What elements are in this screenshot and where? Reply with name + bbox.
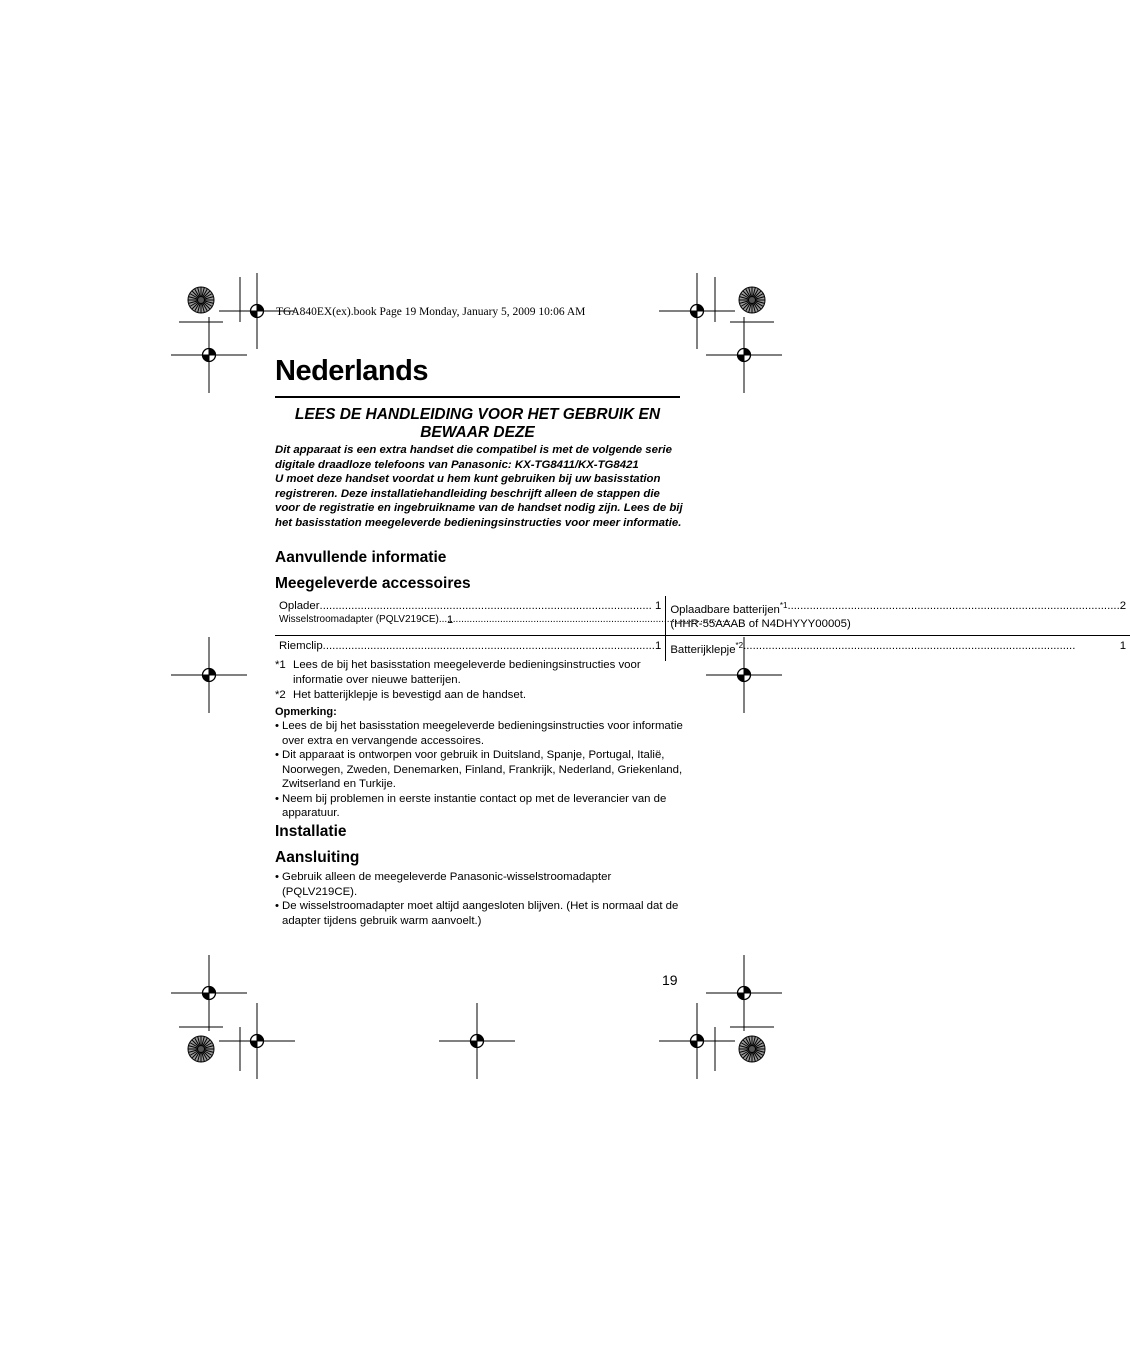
accessory-rechargeable-batteries [670, 599, 1126, 617]
accessories-table [275, 596, 1130, 661]
accessory-battery-model: (HHR-55AAAB of N4DHYYY00005) [670, 617, 851, 630]
list-item: • Dit apparaat is ontworpen voor gebruik in Duitsland, Spanje, Portugal, Italië, Noorwegen, Zweden, Denemarken, Finland, Frankrijk, Nederland, Griekenland, Zwitserland en Turkije. [275, 748, 685, 792]
list-item: • Gebruik alleen de meegeleverde Panasonic-wisselstroomadapter (PQLV219CE). [275, 870, 685, 899]
accessory-name: Oplader [279, 600, 320, 612]
accessory-battery-cover [670, 639, 1126, 657]
footnote-2 [275, 688, 685, 703]
table-cell [666, 635, 1130, 660]
color-target-center [198, 297, 204, 303]
accessory-quantity: 1 [654, 639, 662, 652]
accessory-quantity: 1 [654, 600, 662, 612]
accessory-name-text: Batterijklepje [670, 643, 736, 656]
footnote-text: Het batterijklepje is bevestigd aan de handset. [293, 689, 527, 701]
remark-heading: Opmerking: [275, 705, 337, 718]
table-cell [666, 596, 1130, 635]
dot-leader [323, 639, 655, 653]
list-item: • Neem bij problemen in eerste instantie contact op met de leverancier van de apparatuur. [275, 792, 685, 821]
accessory-name-text: Oplaadbare batterijen [670, 603, 780, 616]
accessory-name: Wisselstroomadapter (PQLV219CE) [279, 614, 439, 625]
list-item: • De wisselstroomadapter moet altijd aangesloten blijven. (Het is normaal dat de adapter tijdens gebruik warm aanvoelt.) [275, 899, 685, 928]
color-target-center [749, 1046, 755, 1052]
footnote-marker: *2 [275, 689, 286, 701]
accessory-charger [279, 599, 661, 613]
accessory-quantity: 1 [446, 614, 454, 626]
dot-leader [439, 613, 447, 627]
intro-text [275, 443, 683, 530]
color-target-center [749, 297, 755, 303]
remark-list [275, 719, 685, 821]
notes-block [275, 658, 685, 821]
accessory-quantity: 2 [1119, 600, 1127, 612]
page-title: Nederlands [275, 355, 680, 398]
page-number: 19 [662, 972, 678, 988]
dot-leader [743, 639, 1120, 657]
dot-leader [787, 599, 1119, 617]
footnote-ref: *1 [779, 601, 788, 610]
document-heading-line-1: LEES DE HANDLEIDING VOOR HET GEBRUIK EN [294, 406, 661, 423]
accessory-belt-clip [279, 639, 661, 653]
section-heading-connection: Aansluiting [275, 849, 360, 866]
section-heading-additional-info: Aanvullende informatie [275, 549, 447, 566]
connection-notes [275, 870, 685, 928]
table-row [275, 596, 1130, 635]
accessory-quantity: 1 [1119, 639, 1127, 652]
table-cell [275, 635, 666, 660]
table-cell [275, 596, 666, 635]
list-item: • Lees de bij het basisstation meegeleverde bedieningsinstructies voor informatie over extra en vervangende accessoires. [275, 719, 685, 748]
table-row [275, 635, 1130, 660]
accessory-name [670, 639, 743, 657]
color-target-center [198, 1046, 204, 1052]
file-info-header: TGA840EX(ex).book Page 19 Monday, January 5, 2009 10:06 AM [276, 306, 586, 318]
footnote-ref: *2 [735, 640, 744, 650]
document-heading [275, 406, 680, 442]
accessory-name: Riemclip [279, 639, 323, 652]
dot-leader [320, 599, 655, 613]
section-heading-supplied-accessories: Meegeleverde accessoires [275, 575, 471, 592]
connection-list [275, 870, 685, 928]
accessory-ac-adaptor [279, 613, 661, 627]
accessory-name [670, 599, 787, 617]
intro-paragraph-2: U moet deze handset voordat u hem kunt gebruiken bij uw basisstation registreren. Deze installatiehandleiding beschrijft alleen de stappen die voor de registratie en ingebruikname van de handset nodig zijn. Lees de bij het basisstation meegeleverde bedieningsinstructies voor meer informatie. [275, 473, 683, 529]
footnote-text: Lees de bij het basisstation meegeleverde bedieningsinstructies voor informatie over nieuwe batterijen. [293, 659, 641, 686]
intro-paragraph-1: Dit apparaat is een extra handset die compatibel is met de volgende serie digitale draadloze telefoons van Panasonic: KX-TG8411/KX-TG8421 [275, 444, 672, 471]
footnote-1 [275, 658, 685, 687]
document-heading-line-2: BEWAAR DEZE [420, 424, 535, 441]
section-heading-installation: Installatie [275, 823, 347, 840]
footnote-marker: *1 [275, 659, 286, 671]
